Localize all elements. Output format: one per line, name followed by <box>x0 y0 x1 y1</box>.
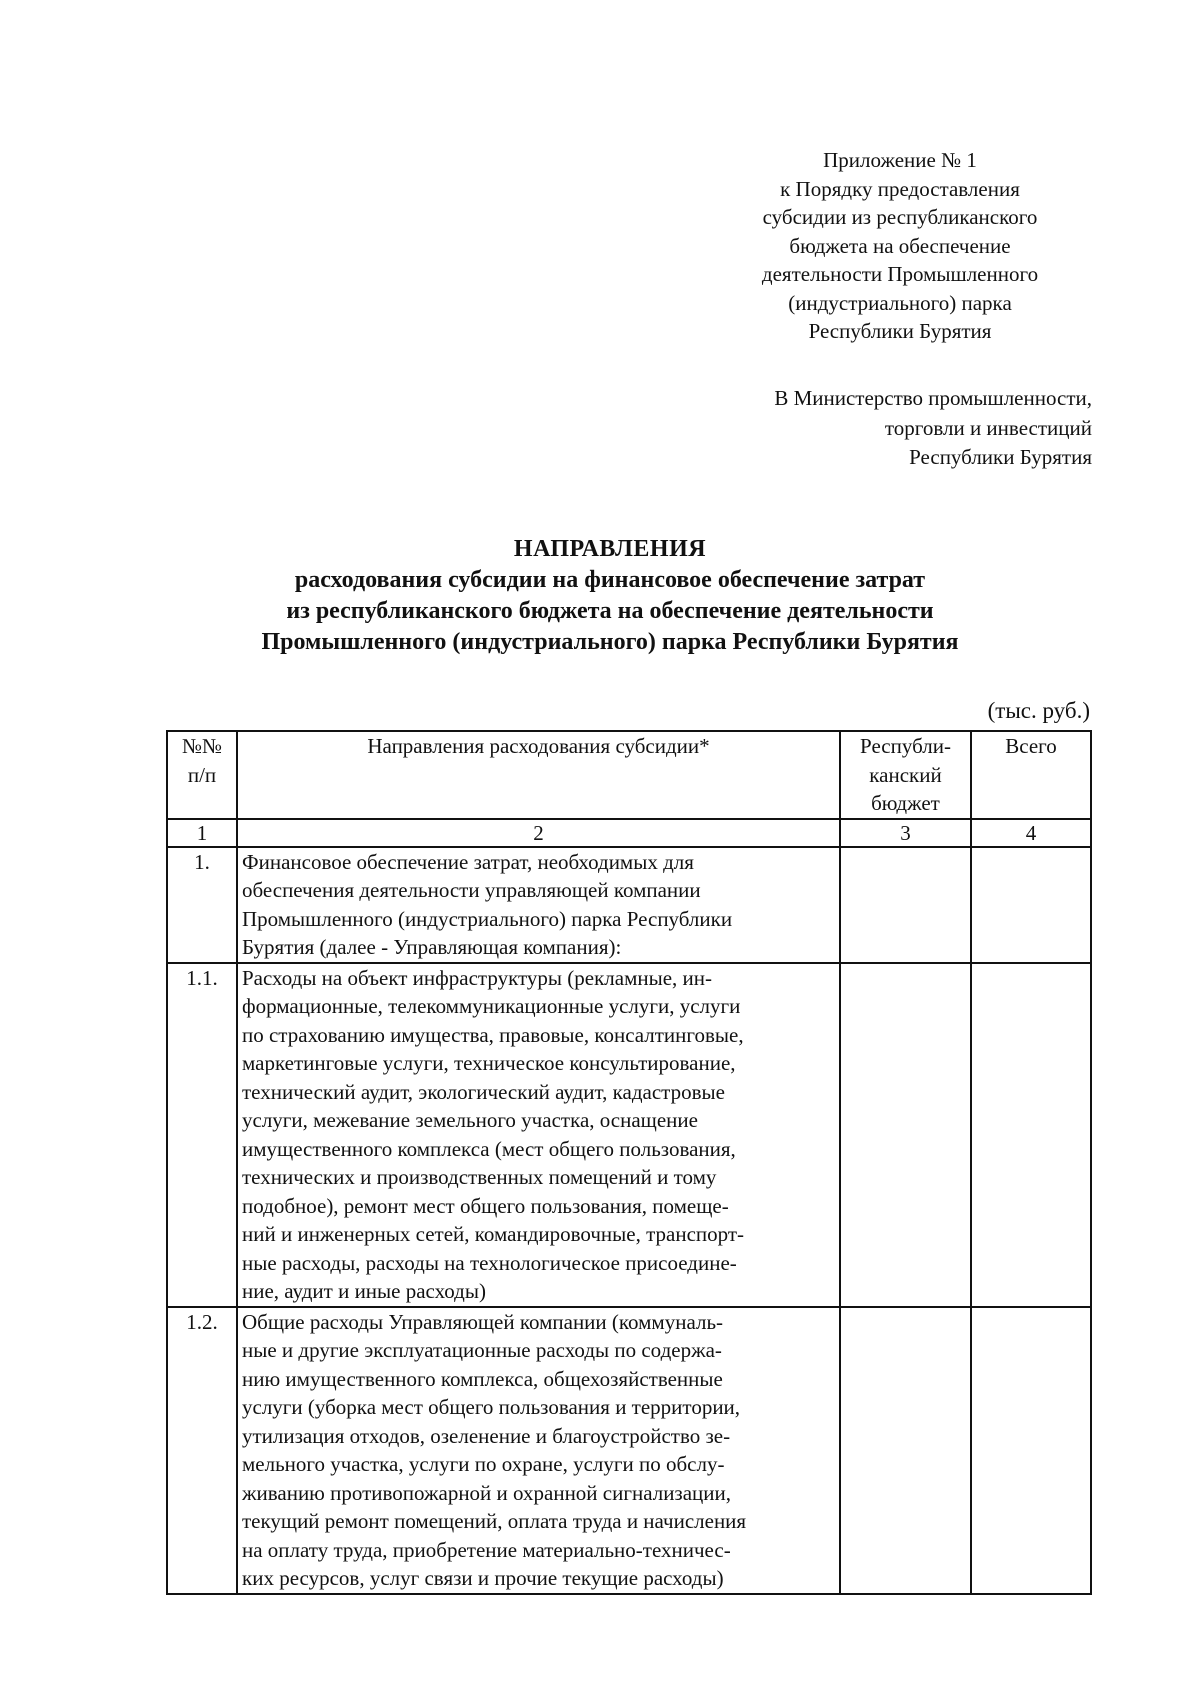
row-text-line: Промышленного (индустриального) парка Республики <box>242 906 733 931</box>
appendix-line: Приложение № 1 <box>823 148 977 172</box>
title-line: из республиканского бюджета на обеспечение деятельности <box>286 598 934 624</box>
row-description <box>237 1307 840 1594</box>
header-text: Всего <box>1005 734 1057 758</box>
column-number: 2 <box>237 819 840 847</box>
addressee-line: торговли и инвестиций <box>884 415 1092 440</box>
row-text-line: услуги (уборка мест общего пользования и территории, <box>242 1395 741 1419</box>
addressee-line: Республики Бурятия <box>909 445 1092 469</box>
row-text-line: на оплату труда, приобретение материально-техничес- <box>242 1537 731 1562</box>
row-budget-value <box>840 963 971 1307</box>
appendix-reference <box>700 146 1100 346</box>
row-text-line: ние, аудит и иные расходы) <box>242 1279 486 1303</box>
title-line: Промышленного (индустриального) парка Республики Бурятия <box>261 629 959 655</box>
row-text-line: мельного участка, услуги по охране, услуги по обслу- <box>242 1452 725 1476</box>
row-text-line: ные расходы, расходы на технологическое присоедине- <box>242 1250 737 1275</box>
row-text-line: маркетинговые услуги, техническое консультирование, <box>242 1051 736 1075</box>
header-text: Направления расходования субсидии* <box>367 734 710 758</box>
header-budget <box>840 731 971 819</box>
row-budget-value <box>840 1307 971 1594</box>
appendix-line: субсидии из республиканского <box>762 205 1038 229</box>
table-row <box>167 1307 1091 1594</box>
column-number: 3 <box>840 819 971 847</box>
header-direction <box>237 731 840 819</box>
row-total-value <box>971 963 1091 1307</box>
table-row <box>167 847 1091 963</box>
appendix-line: (индустриального) парка <box>788 290 1012 315</box>
row-text-line: услуги, межевание земельного участка, оснащение <box>242 1108 698 1132</box>
header-text: №№ <box>181 734 223 758</box>
row-text-line: ний и инженерных сетей, командировочные, транспорт- <box>242 1222 745 1246</box>
directions-table <box>166 730 1092 1595</box>
column-number: 1 <box>167 819 237 847</box>
row-text-line: подобное), ремонт мест общего пользования, помеще- <box>242 1193 729 1218</box>
row-text-line: формационные, телекоммуникационные услуги, услуги <box>242 994 741 1018</box>
row-text-line: Финансовое обеспечение затрат, необходимых для <box>242 849 694 874</box>
row-text-line: обеспечения деятельности управляющей компании <box>242 878 701 902</box>
header-total <box>971 731 1091 819</box>
row-description <box>237 963 840 1307</box>
table-row <box>167 963 1091 1307</box>
row-text-line: ные и другие эксплуатационные расходы по содержа- <box>242 1338 722 1362</box>
row-description <box>237 847 840 963</box>
row-text-line: утилизация отходов, озеленение и благоустройство зе- <box>242 1423 731 1448</box>
units-label: (тыс. руб.) <box>987 698 1090 723</box>
row-text-line: Общие расходы Управляющей компании (коммуналь- <box>242 1309 724 1334</box>
row-text-line: Расходы на объект инфраструктуры (рекламные, ин- <box>242 965 712 990</box>
row-number: 1.1. <box>167 963 237 1307</box>
title-heading: НАПРАВЛЕНИЯ <box>513 536 707 562</box>
table-header-row <box>167 731 1091 819</box>
document-title <box>110 533 1110 658</box>
appendix-line: Республики Бурятия <box>808 319 992 343</box>
row-text-line: технический аудит, экологический аудит, кадастровые <box>242 1079 725 1104</box>
addressee-block <box>774 384 1092 473</box>
header-text: п/п <box>187 762 217 787</box>
row-text-line: имущественного комплекса (мест общего пользования, <box>242 1136 736 1161</box>
row-number: 1.2. <box>167 1307 237 1594</box>
header-text: бюджет <box>871 791 940 815</box>
row-budget-value <box>840 847 971 963</box>
header-number <box>167 731 237 819</box>
row-total-value <box>971 1307 1091 1594</box>
column-number: 4 <box>971 819 1091 847</box>
row-text-line: текущий ремонт помещений, оплата труда и начисления <box>242 1509 747 1533</box>
row-total-value <box>971 847 1091 963</box>
row-text-line: живанию противопожарной и охранной сигнализации, <box>242 1480 732 1505</box>
row-number: 1. <box>167 847 237 963</box>
title-line: расходования субсидии на финансовое обеспечение затрат <box>294 567 926 593</box>
addressee-line: В Министерство промышленности, <box>774 386 1092 410</box>
header-text: Республи- <box>860 734 951 758</box>
appendix-line: бюджета на обеспечение <box>789 233 1011 258</box>
column-number-row <box>167 819 1091 847</box>
appendix-line: к Порядку предоставления <box>780 176 1020 201</box>
row-text-line: Бурятия (далее - Управляющая компания): <box>242 935 622 959</box>
header-text: канский <box>869 762 942 787</box>
appendix-line: деятельности Промышленного <box>761 262 1039 286</box>
row-text-line: по страхованию имущества, правовые, консалтинговые, <box>242 1022 744 1047</box>
row-text-line: технических и производственных помещений и тому <box>242 1165 717 1189</box>
row-text-line: ких ресурсов, услуг связи и прочие текущие расходы) <box>242 1566 724 1590</box>
row-text-line: нию имущественного комплекса, общехозяйственные <box>242 1366 723 1391</box>
